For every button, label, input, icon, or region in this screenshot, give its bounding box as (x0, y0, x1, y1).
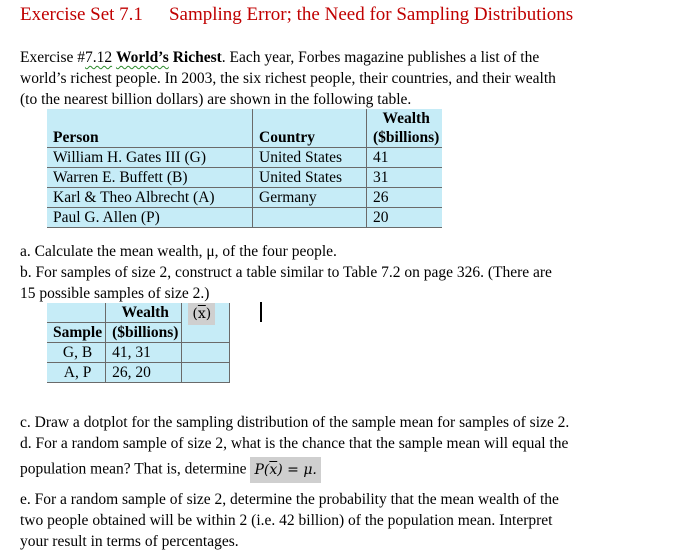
table-row: William H. Gates III (G) United States 41 (47, 148, 442, 168)
part-c: c. Draw a dotplot for the sampling distribution of the sample mean for samples of size 2. (20, 414, 570, 431)
table-row: Karl & Theo Albrecht (A) Germany 26 (47, 188, 442, 208)
sample-table (47, 303, 230, 383)
table-row: Warren E. Buffett (B) United States 31 (47, 168, 442, 188)
person-header: Person (47, 128, 253, 148)
part-a: a. Calculate the mean wealth, μ, of the four people. (20, 243, 337, 260)
table-row: A, P 26, 20 (47, 363, 230, 383)
wealth-header-top: Wealth (106, 303, 182, 323)
wealth-header: ($billions) (106, 323, 182, 343)
probability-formula: $P(\overline{x}) = \mu$. (250, 457, 320, 483)
page-title (20, 4, 573, 26)
exercise-name: World’s (115, 49, 169, 66)
exercise-set-label: Exercise Set 7.1 (20, 4, 143, 25)
intro-line-1: Exercise #7.12 World’s Richest. Each year, Forbes magazine publishes a list of the (20, 49, 540, 66)
part-d: d. For a random sample of size 2, what is the chance that the sample mean will equal the population mean? That is, determine $P(\overline{x}) = \mu$. (20, 433, 670, 483)
topic-label: Sampling Error; the Need for Sampling Distributions (168, 4, 574, 25)
x-bar-symbol: $\overline{x}$ (197, 306, 206, 322)
wealth-table (47, 109, 442, 228)
exercise-number: 7.12 (84, 49, 113, 66)
sample-header: Sample (47, 323, 106, 343)
text-cursor (260, 302, 262, 322)
table-header-row (47, 128, 442, 148)
part-b: b. For samples of size 2, construct a table similar to Table 7.2 on page 326. (There are 15 possible samples of size 2.) (20, 264, 552, 302)
country-header: Country (253, 128, 367, 148)
wealth-header-top: Wealth (367, 109, 443, 128)
wealth-header: ($billions) (367, 128, 443, 148)
intro-line-3: (to the nearest billion dollars) are shown in the following table. (20, 91, 412, 108)
table-row: G, B 41, 31 (47, 343, 230, 363)
part-e: e. For a random sample of size 2, determine the probability that the mean wealth of the two people obtained will be within 2 (i.e. 42 billion) of the population mean. Interpret your result in terms of percentages. (20, 491, 559, 550)
intro-line-2: world’s richest people. In 2003, the six richest people, their countries, and their wealth (20, 70, 556, 87)
table-header-row-top (47, 303, 230, 323)
table-header-row-top (47, 109, 442, 128)
table-row: Paul G. Allen (P) 20 (47, 208, 442, 228)
mean-header: $(\overline{x})$ (182, 303, 230, 343)
intro-paragraph (20, 47, 670, 110)
